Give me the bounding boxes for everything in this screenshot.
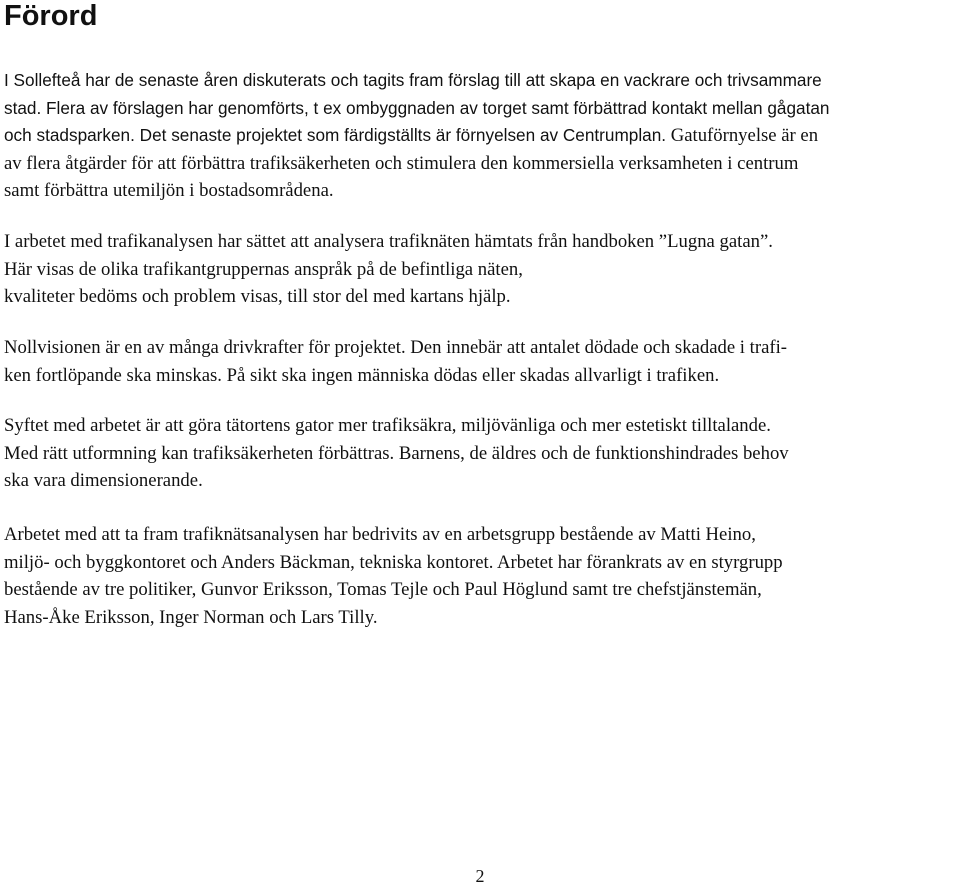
paragraph-line: bestående av tre politiker, Gunvor Eriksson, Tomas Tejle och Paul Höglund samt tre chefstjänstemän, [4, 579, 762, 600]
paragraph-line: samt förbättra utemiljön i bostadsområdena. [4, 180, 334, 201]
paragraph-line-mixed [4, 122, 956, 150]
paragraph-line: Nollvisionen är en av många drivkrafter för projektet. Den innebär att antalet dödade och skadade i trafi- [4, 337, 788, 358]
paragraph-line: I Sollefteå har de senaste åren diskuterats och tagits fram förslag till att skapa en vackrare och trivsammare [4, 70, 822, 90]
paragraph-line: I arbetet med trafikanalysen har sättet att analysera trafiknäten hämtats från handboken ”Lugna gatan”. [4, 231, 773, 252]
paragraph-line-segment: Gatuförnyelse är en [666, 125, 819, 146]
page-title: Förord [4, 0, 98, 32]
paragraph-line-segment: och stadsparken. Det senaste projektet som färdigställts är förnyelsen av Centrumplan. [4, 125, 667, 145]
paragraph-line: av flera åtgärder för att förbättra trafiksäkerheten och stimulera den kommersiella verksamheten i centrum [4, 152, 799, 174]
paragraph-purpose [4, 412, 956, 495]
paragraph-line: miljö- och byggkontoret och Anders Bäckman, tekniska kontoret. Arbetet har förankrats av en styrgrupp [4, 551, 783, 573]
paragraph-line: Med rätt utformning kan trafiksäkerheten förbättras. Barnens, de äldres och de funktionshindrades behov [4, 442, 789, 464]
paragraph-line: Syftet med arbetet är att göra tätortens gator mer trafiksäkra, miljövänliga och mer estetiskt tilltalande. [4, 415, 771, 436]
paragraph-line: ska vara dimensionerande. [4, 470, 203, 491]
paragraph-line: Här visas de olika trafikantgruppernas anspråk på de befintliga näten, [4, 258, 523, 280]
paragraph-intro [4, 67, 956, 205]
paragraph-zero-vision [4, 334, 956, 389]
page-number: 2 [475, 866, 485, 886]
paragraph-line: Hans-Åke Eriksson, Inger Norman och Lars Tilly. [4, 606, 378, 628]
paragraph-line: stad. Flera av förslagen har genomförts, t ex ombyggnaden av torget samt förbättrad kontakt mellan gågatan [4, 97, 830, 118]
paragraph-working-group [4, 521, 956, 631]
paragraph-line: ken fortlöpande ska minskas. På sikt ska ingen människa dödas eller skadas allvarligt i trafiken. [4, 364, 720, 386]
paragraph-traffic-analysis [4, 228, 956, 311]
paragraph-line: Arbetet med att ta fram trafiknätsanalysen har bedrivits av en arbetsgrupp bestående av Matti Heino, [4, 524, 756, 545]
paragraph-line: kvaliteter bedöms och problem visas, till stor del med kartans hjälp. [4, 286, 511, 307]
